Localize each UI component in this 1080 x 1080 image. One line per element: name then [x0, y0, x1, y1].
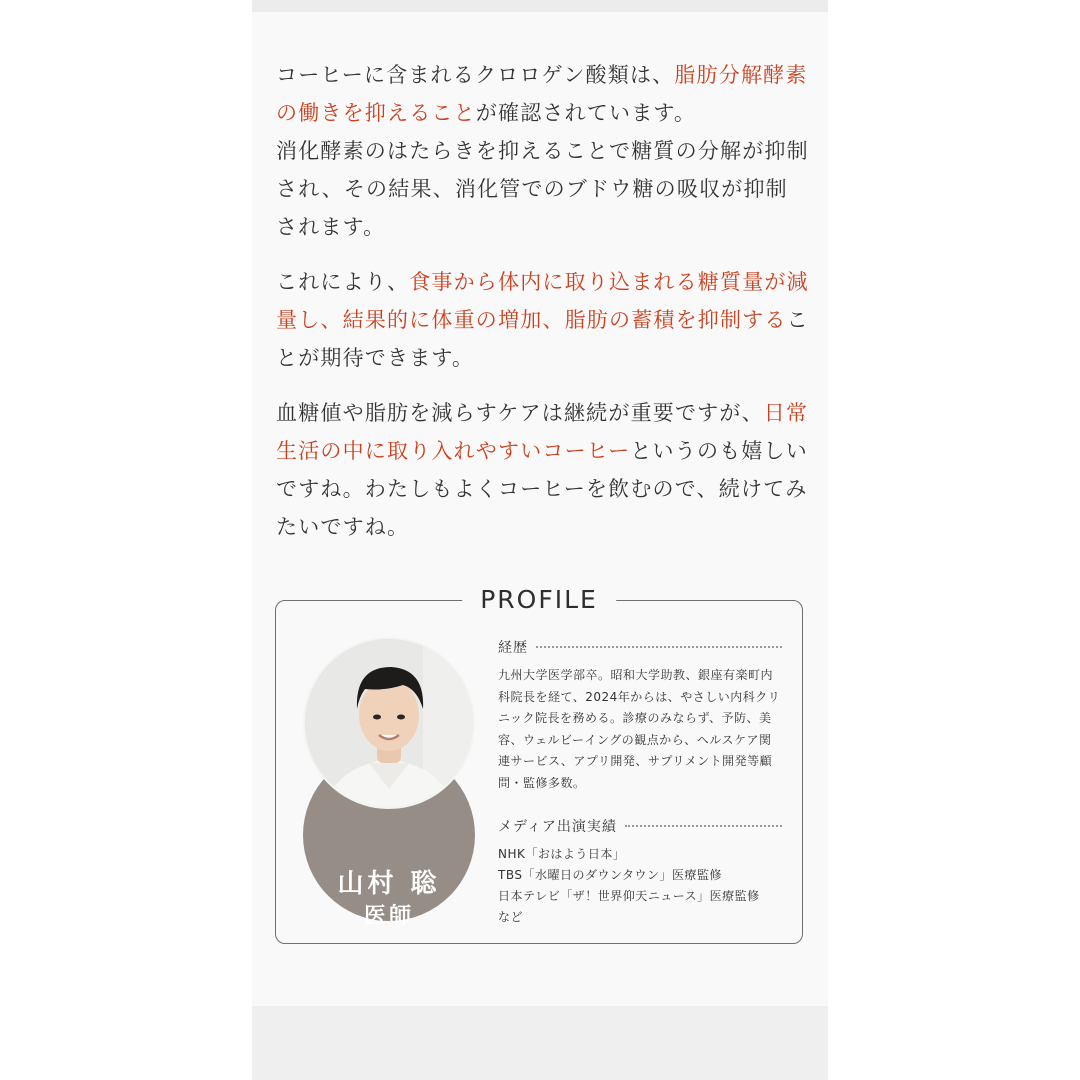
doctor-name: 山村 聡 [337, 869, 441, 899]
profile-heading: PROFILE [462, 581, 616, 619]
media-item: 日本テレビ「ザ！世界仰天ニュース」医療監修 [498, 889, 760, 903]
content-column [252, 0, 828, 1080]
media-item: など [498, 910, 524, 924]
career-text: 九州大学医学部卒。昭和大学助教、銀座有楽町内科院長を経て、2024年からは、やさしい内科クリニック院長を務める。診療のみならず、予防、美容、ウェルビーイングの観点から、ヘルスケア関連サービス、アプリ開発、サプリメント開発等顧問・監修多数。 [498, 668, 781, 790]
highlight-text: 食事から体内に取り込まれる糖質量が減量し、結果的に体重の増加、脂肪の蓄積を抑制する [276, 270, 809, 332]
paragraph-2 [276, 263, 810, 377]
text-segment: が確認されています。 [475, 101, 697, 125]
bottom-strip [252, 1006, 828, 1080]
media-heading: メディア出演実績 [498, 819, 617, 835]
doctor-card [303, 637, 475, 929]
media-item: NHK「おはよう日本」 [498, 847, 626, 861]
text-segment: これにより、 [276, 270, 410, 294]
career-heading: 経歴 [498, 640, 528, 656]
media-item: TBS「水曜日のダウンタウン」医療監修 [498, 868, 722, 882]
profile-info [498, 637, 782, 928]
media-section [498, 816, 782, 928]
top-strip [252, 0, 828, 12]
doctor-role: 医師 [363, 904, 414, 929]
media-section-header [498, 816, 782, 836]
text-segment: コーヒーに含まれるクロロゲン酸類は、 [276, 63, 675, 87]
highlight-text: 日常生活の中に取り入れやすいコーヒー [276, 401, 809, 463]
article-body [276, 56, 810, 563]
career-section-header [498, 637, 782, 657]
text-segment: ことが期待できます。 [276, 308, 809, 370]
doctor-photo [303, 637, 475, 809]
paragraph-3 [276, 394, 810, 546]
text-segment: 消化酵素のはたらきを抑えることで糖質の分解が抑制され、その結果、消化管でのブドウ糖の吸収が抑制されます。 [276, 139, 809, 239]
highlight-text: 脂肪分解酵素の働きを抑えること [276, 63, 808, 125]
paragraph-1 [276, 56, 810, 246]
dotted-divider [625, 825, 782, 827]
text-segment: というのも嬉しいですね。わたしもよくコーヒーを飲むので、続けてみたいですね。 [276, 439, 808, 539]
profile-box [275, 585, 803, 944]
dotted-divider [536, 646, 782, 648]
text-segment: 血糖値や脂肪を減らすケアは継続が重要ですが、 [276, 401, 764, 425]
doctor-portrait-icon [305, 639, 473, 807]
